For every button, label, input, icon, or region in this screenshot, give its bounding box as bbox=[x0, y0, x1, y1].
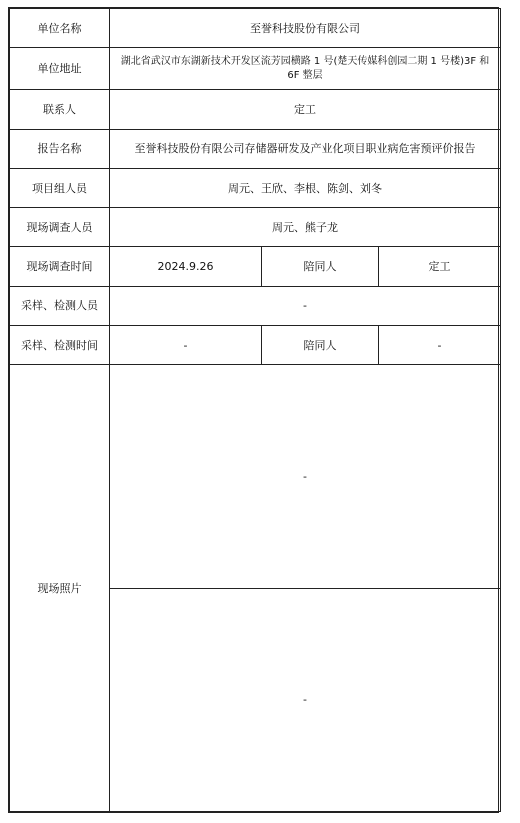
contact-value: 定工 bbox=[110, 90, 501, 129]
row-company bbox=[10, 9, 501, 48]
team-label: 项目组人员 bbox=[10, 168, 110, 207]
team-value: 周元、王欣、李根、陈剑、刘冬 bbox=[110, 168, 501, 207]
row-team bbox=[10, 168, 501, 207]
report-value: 至誉科技股份有限公司存储器研发及产业化项目职业病危害预评价报告 bbox=[110, 129, 501, 168]
row-address bbox=[10, 48, 501, 90]
address-label: 单位地址 bbox=[10, 48, 110, 90]
row-survey-time bbox=[10, 247, 501, 286]
survey-time-label: 现场调查时间 bbox=[10, 247, 110, 286]
row-sampling-time bbox=[10, 325, 501, 364]
survey-escort-value: 定工 bbox=[379, 247, 501, 286]
sampling-escort-value: - bbox=[379, 325, 501, 364]
sampling-staff-value: - bbox=[110, 286, 501, 325]
company-value: 至誉科技股份有限公司 bbox=[110, 9, 501, 48]
row-contact bbox=[10, 90, 501, 129]
photos-label: 现场照片 bbox=[10, 365, 110, 812]
info-table bbox=[8, 7, 499, 813]
sampling-time-label: 采样、检测时间 bbox=[10, 325, 110, 364]
company-label: 单位名称 bbox=[10, 9, 110, 48]
report-label: 报告名称 bbox=[10, 129, 110, 168]
address-value: 湖北省武汉市东湖新技术开发区流芳园横路 1 号(楚天传媒科创园二期 1 号楼)3F 和 6F 整层 bbox=[110, 48, 501, 90]
surveyors-value: 周元、熊子龙 bbox=[110, 208, 501, 247]
row-report bbox=[10, 129, 501, 168]
surveyors-label: 现场调查人员 bbox=[10, 208, 110, 247]
survey-time-value: 2024.9.26 bbox=[110, 247, 262, 286]
sampling-time-value: - bbox=[110, 325, 262, 364]
row-photo-1 bbox=[10, 365, 501, 588]
photo-2-placeholder: - bbox=[110, 588, 501, 811]
row-sampling-staff bbox=[10, 286, 501, 325]
contact-label: 联系人 bbox=[10, 90, 110, 129]
survey-escort-label: 陪同人 bbox=[262, 247, 379, 286]
sampling-staff-label: 采样、检测人员 bbox=[10, 286, 110, 325]
row-surveyors bbox=[10, 208, 501, 247]
photo-1-placeholder: - bbox=[110, 365, 501, 588]
sampling-escort-label: 陪同人 bbox=[262, 325, 379, 364]
